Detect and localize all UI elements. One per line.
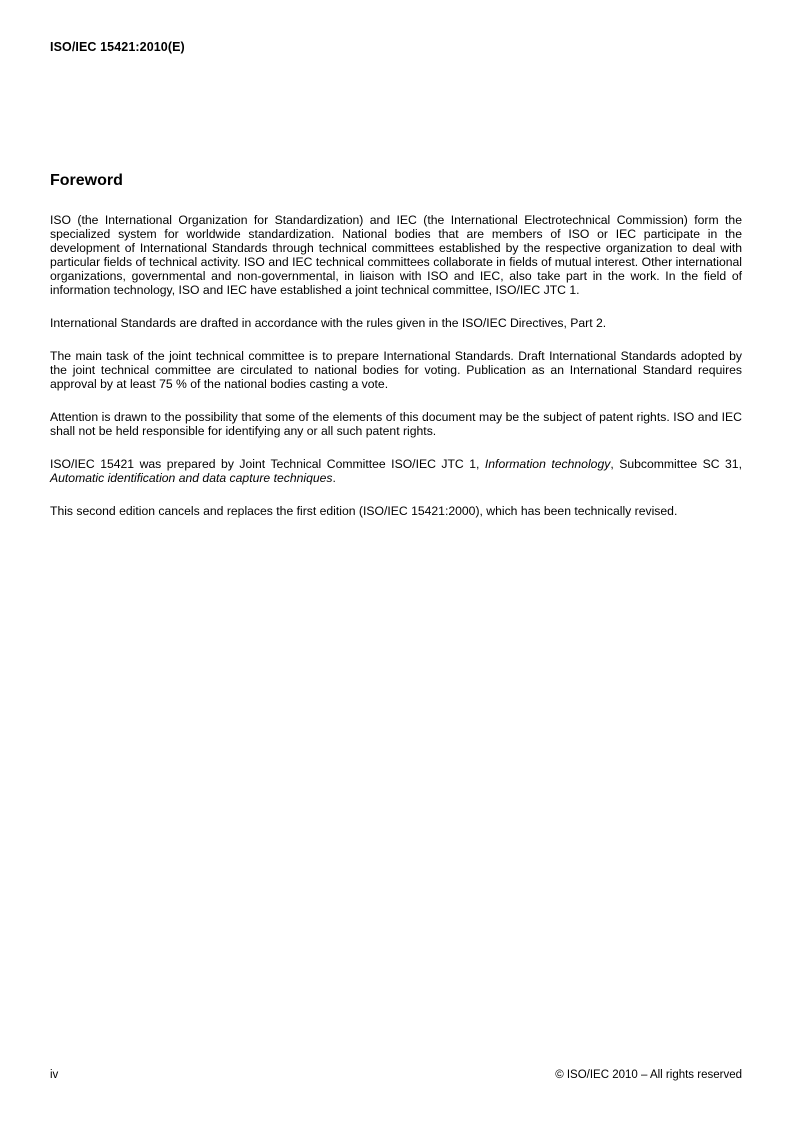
foreword-section	[50, 171, 742, 518]
paragraph-text-segment: ISO/IEC 15421 was prepared by Joint Technical Committee ISO/IEC JTC 1,	[50, 457, 485, 471]
paragraph-edition-note: This second edition cancels and replaces the first edition (ISO/IEC 15421:2000), which has been technically revised.	[50, 504, 678, 518]
paragraph-directives: International Standards are drafted in accordance with the rules given in the ISO/IEC Directives, Part 2.	[50, 316, 607, 330]
subcommittee-name-italic: Automatic identification and data capture techniques	[50, 471, 333, 485]
paragraph-main-task: The main task of the joint technical committee is to prepare International Standards. Draft International Standards adopted by the joint technical committee are circulated to national bodies for voting. Publication as an International Standard requires approval by at least 75 % of the national bodies casting a vote.	[50, 349, 742, 391]
paragraph-text-segment: , Subcommittee SC 31,	[610, 457, 742, 471]
copyright-notice: © ISO/IEC 2010 – All rights reserved	[555, 1069, 742, 1081]
committee-name-italic: Information technology	[484, 457, 611, 471]
paragraph-preparation	[50, 457, 742, 485]
document-reference: ISO/IEC 15421:2010(E)	[50, 40, 185, 54]
paragraph-patent-rights: Attention is drawn to the possibility that some of the elements of this document may be the subject of patent rights. ISO and IEC shall not be held responsible for identifying any or all such patent rights.	[50, 410, 742, 438]
page-number: iv	[50, 1069, 59, 1081]
page-header	[50, 40, 742, 54]
foreword-heading: Foreword	[50, 172, 123, 189]
paragraph-text-segment: .	[332, 471, 336, 485]
page-footer	[50, 1068, 742, 1082]
paragraph-iso-iec-intro: ISO (the International Organization for Standardization) and IEC (the International Electrotechnical Commission) form the specialized system for worldwide standardization. National bodies that are members of ISO or IEC participate in the development of International Standards through technical committees established by the respective organization to deal with particular fields of technical activity. ISO and IEC technical committees collaborate in fields of mutual interest. Other international organizations, governmental and non-governmental, in liaison with ISO and IEC, also take part in the work. In the field of information technology, ISO and IEC have established a joint technical committee, ISO/IEC JTC 1.	[50, 213, 742, 297]
